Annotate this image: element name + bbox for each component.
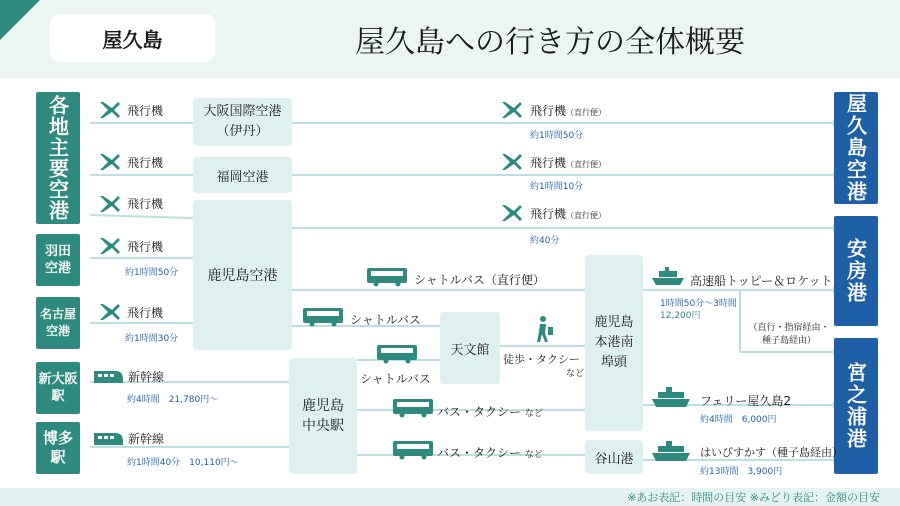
hub-fukuoka-airport: 福岡空港 (193, 157, 292, 193)
shinkansen-label-1: 新幹線 (128, 370, 165, 384)
nado-text: など (524, 450, 543, 460)
hub-honko-label: 鹿児島本港南埠頭 (594, 315, 634, 370)
fast-ship-time: 1時間50分〜3時間 (660, 299, 737, 309)
bus-icon (376, 344, 418, 364)
hub-osaka-label: 大阪国際空港（伊丹） (203, 104, 282, 139)
plane-label-haneda: 飛行機 (127, 240, 164, 254)
bus-taxi-label-1 (437, 403, 543, 420)
plane-icon (500, 201, 524, 225)
shuttle-label-1: シャトルバス (350, 313, 421, 327)
origin-hakata (36, 422, 80, 474)
origin-major-airports: 各地主要空港 (36, 92, 80, 224)
hub-taniyama: 谷山港 (585, 440, 643, 474)
ferry-cost: 約4時間 6,000円 (700, 415, 777, 425)
bus-icon (392, 398, 434, 418)
plane-icon (98, 192, 122, 216)
bus-icon (392, 440, 434, 460)
shinkansen-label-2: 新幹線 (128, 432, 165, 446)
plane-icon (500, 98, 524, 122)
direct-flight-text: 飛行機 (530, 156, 567, 170)
location-tag: 屋久島 (50, 14, 215, 62)
nado-text: など (524, 409, 543, 419)
time-direct-1: 約1時間50分 (530, 131, 584, 141)
train-icon (92, 430, 124, 448)
direct-suffix: （直行便） (566, 160, 607, 169)
plane-icon (98, 150, 122, 174)
hub-chuo-label: 鹿児島中央駅 (302, 398, 344, 434)
origin-nagoya (36, 297, 80, 349)
time-haneda: 約1時間50分 (125, 268, 179, 278)
fast-ship-cost: 12,200円 (660, 311, 701, 321)
shuttle-direct-label: シャトルバス（直行便） (414, 273, 545, 287)
cost-hakata: 約1時間40分 10,110円〜 (127, 458, 239, 468)
bus-icon (366, 267, 408, 287)
dest-miyanoura-port: 宮之浦港 (834, 338, 878, 474)
direct-flight-label-3 (530, 205, 606, 222)
hai-label: はいびすかす（種子島経由） (700, 446, 843, 459)
ship-icon (651, 386, 691, 408)
bus-taxi-text: バス・タクシー (437, 405, 522, 419)
origin-haneda (36, 234, 80, 286)
plane-icon (500, 150, 524, 174)
ship-icon (651, 266, 685, 286)
footnote: ※あお表記：時間の目安 ※みどり表記：金額の目安 (627, 491, 880, 504)
ship-icon (651, 440, 691, 462)
hub-kagoshima-airport: 鹿児島空港 (193, 200, 292, 350)
dest-anbo-port: 安房港 (834, 216, 878, 326)
origin-shinosaka (36, 362, 80, 414)
plane-label-2: 飛行機 (127, 156, 164, 170)
shuttle-label-2: シャトルバス (360, 372, 431, 386)
hub-kagoshima-honko (585, 255, 643, 431)
plane-label-nagoya: 飛行機 (127, 306, 164, 320)
plane-icon (98, 98, 122, 122)
direct-flight-label-2 (530, 154, 606, 171)
direct-flight-text: 飛行機 (530, 104, 567, 118)
hub-osaka-airport (193, 98, 292, 146)
plane-label-3: 飛行機 (127, 197, 164, 211)
route-note: （直行・指宿経由・種子島経由） (748, 323, 830, 346)
origin-nagoya-label: 名古屋空港 (39, 307, 76, 338)
bus-taxi-label-2 (437, 444, 543, 461)
time-nagoya: 約1時間30分 (125, 334, 179, 344)
walking-person-icon (532, 315, 554, 343)
origin-haneda-label: 羽田空港 (44, 244, 71, 276)
origin-shinosaka-label: 新大阪駅 (38, 372, 78, 404)
walk-taxi-label: 徒歩・タクシー (503, 353, 580, 366)
direct-suffix: （直行便） (566, 108, 607, 117)
fast-ship-label: 高速船トッピー＆ロケット (690, 274, 833, 288)
time-direct-3: 約40分 (530, 236, 560, 246)
cost-shinosaka: 約4時間 21,780円〜 (127, 395, 219, 405)
page-title: 屋久島への行き方の全体概要 (355, 25, 745, 60)
origin-hakata-label: 博多駅 (42, 429, 73, 466)
time-direct-2: 約1時間10分 (530, 182, 584, 192)
bus-icon (302, 307, 344, 327)
hub-kagoshima-chuo (289, 358, 357, 474)
dest-yakushima-airport: 屋久島空港 (834, 92, 878, 204)
hai-cost: 約13時間 3,900円 (700, 467, 783, 477)
hub-tenmonkan: 天文館 (440, 312, 500, 384)
plane-label-1: 飛行機 (127, 104, 164, 118)
ferry-label: フェリー屋久島2 (700, 394, 792, 408)
direct-suffix: （直行便） (566, 211, 607, 220)
bus-taxi-text: バス・タクシー (437, 446, 522, 460)
direct-flight-text: 飛行機 (530, 207, 567, 221)
plane-icon (98, 234, 122, 258)
plane-icon (98, 300, 122, 324)
walk-nado-label: など (566, 369, 585, 379)
direct-flight-label-1 (530, 102, 606, 119)
train-icon (92, 368, 124, 386)
